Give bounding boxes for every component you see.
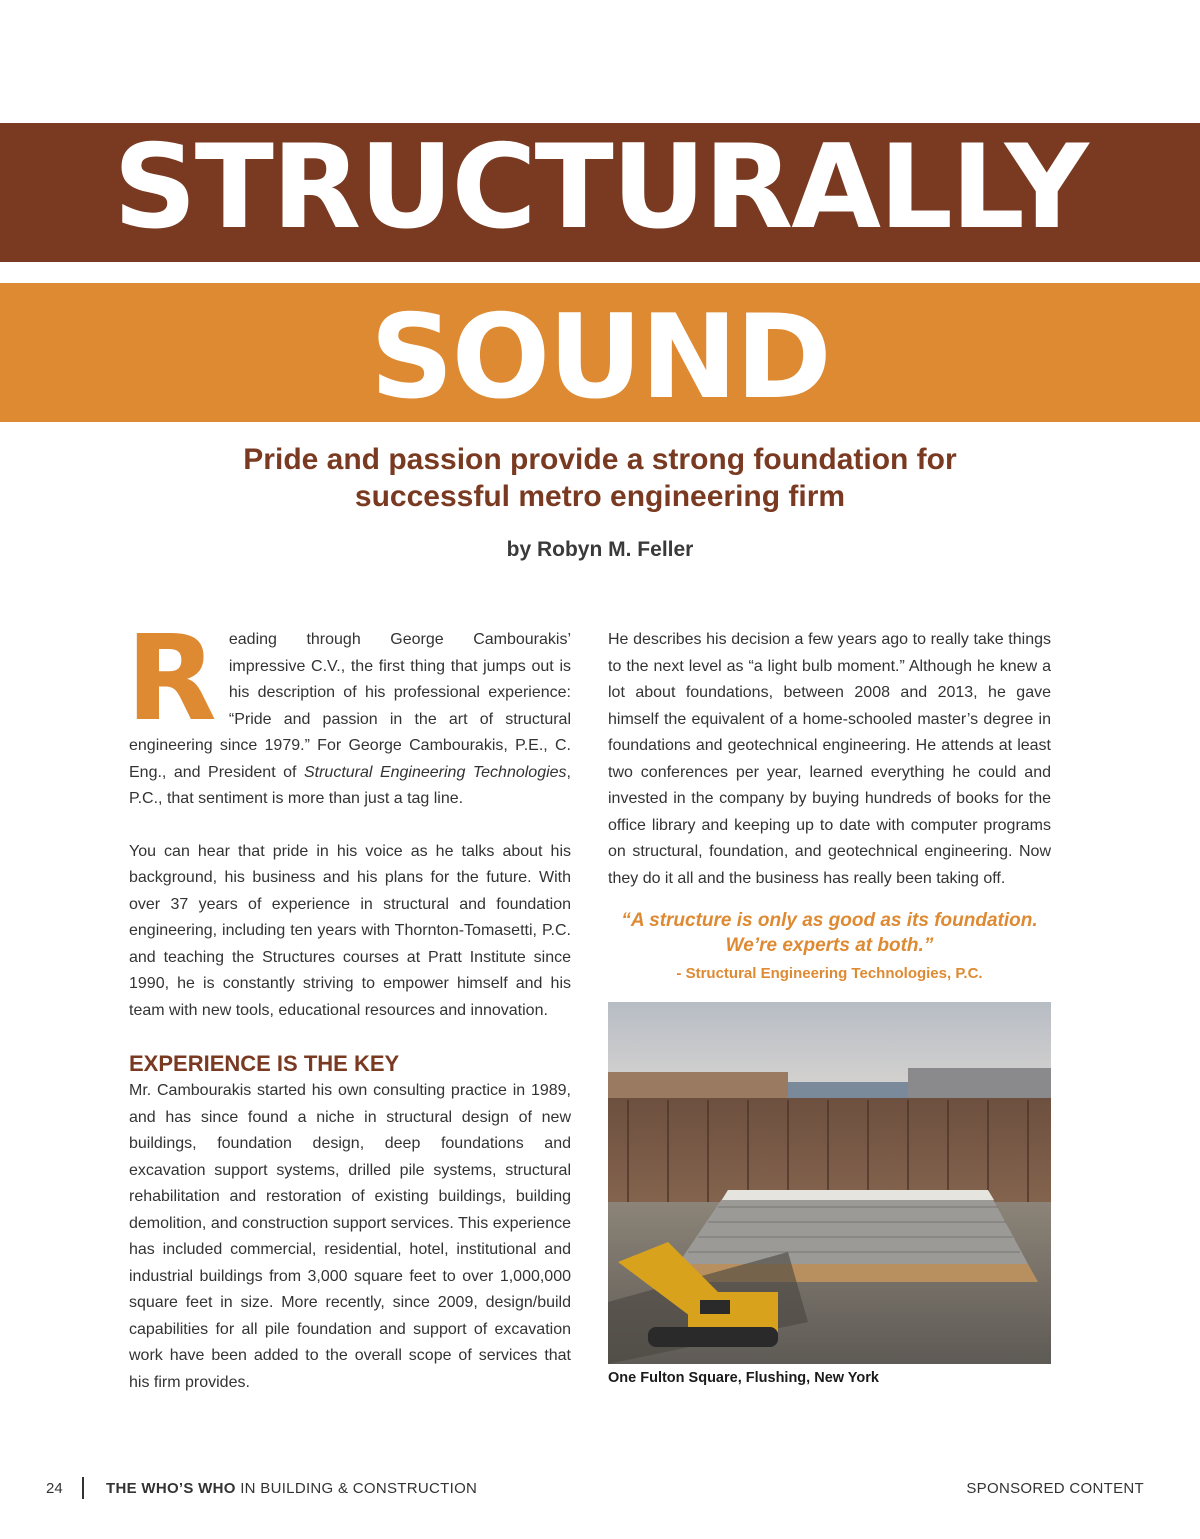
right-column <box>608 627 1051 984</box>
sponsored-label: SPONSORED CONTENT <box>966 1480 1144 1497</box>
headline-line-1: STRUCTURALLY <box>113 120 1087 255</box>
left-column <box>126 609 571 1396</box>
construction-site-photo <box>608 1002 1051 1364</box>
intro-text-end: , P.C., that sentiment is more than just a tag line. <box>129 763 571 807</box>
drop-cap: R <box>126 609 217 747</box>
company-name-italic: Structural Engineering Technologies <box>303 763 567 781</box>
publication-name <box>106 1479 477 1499</box>
body-paragraph-2: You can hear that pride in his voice as he talks about his background, his business and his plans for the future. With over 37 years of experience in structural and foundation engineering, including ten years with Thornton-Tomasetti, P.C. and teaching the Structures courses at Pratt Institute since 1990, he is constantly striving to empower himself and his team with new tools, educational resources and innovation. <box>129 842 571 1019</box>
publication-name-bold: THE WHO’S WHO <box>106 1480 236 1497</box>
intro-text: eading through George Cambourakis’ impressive C.V., the first thing that jumps out is his description of his professional experience: “Pride and passion in the art of structural engineering since 1979.” For George Cambourakis, P.E., C. Eng., and President of <box>129 631 571 781</box>
body-paragraph-3: Mr. Cambourakis started his own consulting practice in 1989, and has since found a niche in structural design of new buildings, foundation design, deep foundations and excavation support systems, drilled pile systems, structural rehabilitation and restoration of existing buildings, building demolition, and construction support services. This experience has included commercial, residential, hotel, institutional and industrial buildings from 3,000 square feet to over 1,000,000 square feet in size. More recently, since 2009, design/build capabilities for all pile foundation and support of excavation work have been added to the overall scope of services that his firm provides. <box>129 1082 571 1391</box>
intro-paragraph <box>126 609 571 813</box>
headline-line-2: SOUND <box>370 290 830 425</box>
pull-quote: “A structure is only as good as its foundation. We’re experts at both.” <box>621 910 1038 956</box>
byline: by Robyn M. Feller <box>506 538 694 561</box>
section-heading: EXPERIENCE IS THE KEY <box>129 1051 400 1076</box>
subtitle: Pride and passion provide a strong foundation for successful metro engineering firm <box>243 443 957 513</box>
publication-name-rest: IN BUILDING & CONSTRUCTION <box>235 1480 478 1497</box>
photo-caption: One Fulton Square, Flushing, New York <box>608 1370 879 1386</box>
pull-quote-attribution: - Structural Engineering Technologies, P.C. <box>676 965 983 982</box>
footer-divider <box>82 1477 84 1499</box>
body-paragraph-4: He describes his decision a few years ago to really take things to the next level as “a light bulb moment.” Although he knew a lot about foundations, between 2008 and 2013, he gave himself the equivalent of a home-schooled master’s degree in foundations and geotechnical engineering. He attends at least two conferences per year, learned everything he could and invested in the company by buying hundreds of books for the office library and keeping up to date with computer programs on structural, foundation, and geotechnical engineering. Now they do it all and the business has really been taking off. <box>608 631 1051 887</box>
page-number: 24 <box>46 1480 63 1497</box>
